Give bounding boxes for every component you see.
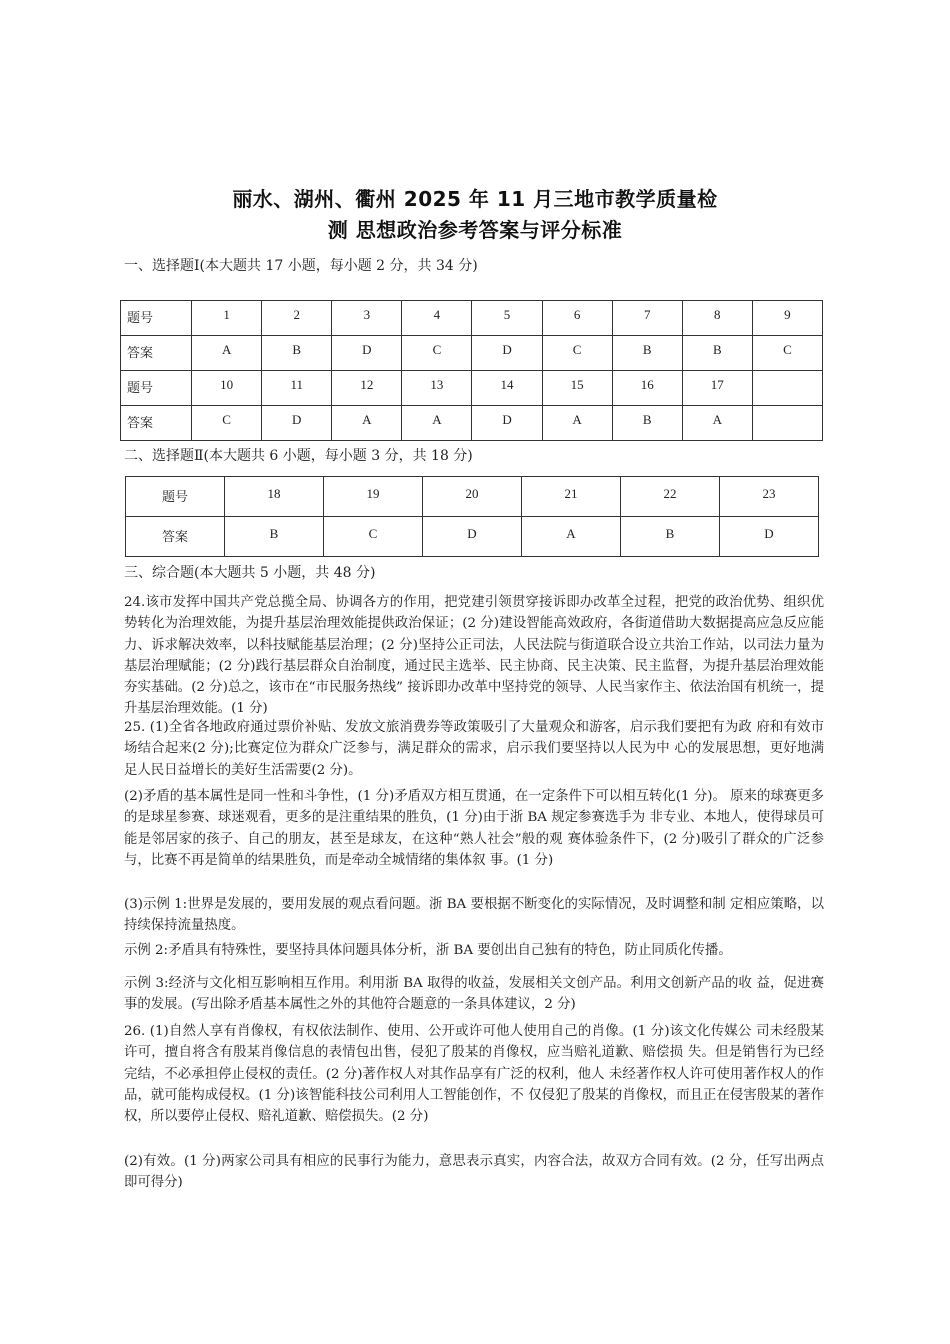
question-number: 14 (472, 371, 542, 406)
table-row-numbers (126, 477, 819, 517)
question-number: 22 (621, 477, 720, 517)
answer-cell: A (402, 406, 472, 441)
table-row-answers (121, 406, 823, 441)
answer-cell: B (262, 336, 332, 371)
question-number: 8 (682, 301, 752, 336)
row-label: 题号 (121, 371, 192, 406)
question-number: 7 (612, 301, 682, 336)
row-label: 答案 (121, 336, 192, 371)
page-title-line2: 测 思想政治参考答案与评分标准 (327, 218, 623, 242)
answer-cell: C (192, 406, 262, 441)
answer-cell: D (472, 406, 542, 441)
question-number: 6 (542, 301, 612, 336)
answer-q25-part3-example3: 示例 3:经济与文化相互影响相互作用。利用浙 BA 取得的收益，发展相关文创产品。利用文创新产品的收 益，促进赛事的发展。(写出除矛盾基本属性之外的其他符合题意的一条具体建议，2 分) (124, 976, 824, 1013)
answer-cell: C (542, 336, 612, 371)
table-row-numbers (121, 301, 823, 336)
answer-cell: C (402, 336, 472, 371)
section1-answer-table (120, 300, 823, 441)
page-title-line1: 丽水、湖州、衢州 2025 年 11 月三地市教学质量检 (232, 187, 718, 211)
answer-cell: D (262, 406, 332, 441)
answer-cell: D (423, 517, 522, 557)
row-label: 答案 (121, 406, 192, 441)
answer-cell: D (472, 336, 542, 371)
answer-cell: B (612, 406, 682, 441)
answer-q26-part1: 26. (1)自然人享有肖像权，有权依法制作、使用、公开或许可他人使用自己的肖像。(1 分)该文化传媒公 司未经殷某许可，擅自将含有殷某肖像信息的表情包出售，侵犯了殷某的肖像权，应当赔礼道歉、赔偿损 失。但是销售行为已经完结，不必承担停止侵权的责任。(2 分)著作权人对其作品享有广泛的权利，他人 未经著作权人许可使用著作权人的作品，就可能构成侵权。(1 分)该智能科技公司利用人工智能创作，不 仅侵犯了殷某的肖像权，而且正在侵害殷某的著作权，所以要停止侵权、赔礼道歉、赔偿损失。(2 分) (124, 1024, 824, 1125)
section1-heading: 一、选择题Ⅰ(本大题共 17 小题，每小题 2 分，共 34 分) (124, 258, 478, 274)
answer-cell: A (332, 406, 402, 441)
answer-cell: A (682, 406, 752, 441)
question-number: 19 (324, 477, 423, 517)
answer-cell: B (225, 517, 324, 557)
question-number: 9 (752, 301, 822, 336)
question-number: 12 (332, 371, 402, 406)
answer-q25-part1: 25. (1)全省各地政府通过票价补贴、发放文旅消费券等政策吸引了大量观众和游客，启示我们要把有为政 府和有效市场结合起来(2 分);比赛定位为群众广泛参与，满足群众的需求，启示我们要坚持以人民为中 心的发展思想，更好地满足人民日益增长的美好生活需要(2 分)。 (124, 720, 824, 778)
answer-cell: C (324, 517, 423, 557)
answer-cell: A (192, 336, 262, 371)
answer-cell: D (332, 336, 402, 371)
answer-q26-part2: (2)有效。(1 分)两家公司具有相应的民事行为能力，意思表示真实，内容合法，故双方合同有效。(2 分，任写出两点即可得分) (124, 1154, 824, 1191)
section2-answer-table (125, 476, 819, 557)
answer-cell: C (752, 336, 822, 371)
answer-cell: B (621, 517, 720, 557)
question-number: 16 (612, 371, 682, 406)
question-number: 21 (522, 477, 621, 517)
question-number: 23 (720, 477, 819, 517)
table-row-answers (126, 517, 819, 557)
answer-cell: B (682, 336, 752, 371)
question-number: 3 (332, 301, 402, 336)
question-number: 4 (402, 301, 472, 336)
answer-cell: A (522, 517, 621, 557)
question-number: 15 (542, 371, 612, 406)
question-number: 5 (472, 301, 542, 336)
question-number: 13 (402, 371, 472, 406)
row-label: 题号 (126, 477, 225, 517)
answer-cell: B (612, 336, 682, 371)
question-number: 10 (192, 371, 262, 406)
question-number (752, 371, 822, 406)
answer-cell (752, 406, 822, 441)
answer-q25-part3-example2: 示例 2:矛盾具有特殊性，要坚持具体问题具体分析，浙 BA 要创出自己独有的特色，防止同质化传播。 (124, 943, 732, 958)
table-row-numbers (121, 371, 823, 406)
answer-cell: D (720, 517, 819, 557)
section3-heading: 三、综合题(本大题共 5 小题，共 48 分) (124, 565, 376, 581)
answer-cell: A (542, 406, 612, 441)
row-label: 题号 (121, 301, 192, 336)
row-label: 答案 (126, 517, 225, 557)
answer-q25-part2: (2)矛盾的基本属性是同一性和斗争性，(1 分)矛盾双方相互贯通，在一定条件下可以相互转化(1 分)。 原来的球赛更多的是球星参赛、球迷观看，更多的是注重结果的胜负，(1 分)由于浙 BA 规定参赛选手为 非专业、本地人，使得球员可能是邻居家的孩子、自己的朋友，甚至是球友，在这种“熟人社会”般的观 赛体验条件下，(2 分)吸引了群众的广泛参与，比赛不再是简单的结果胜负，而是牵动全城情绪的集体叙 事。(1 分) (124, 789, 824, 868)
question-number: 11 (262, 371, 332, 406)
answer-q24: 24.该市发挥中国共产党总揽全局、协调各方的作用，把党建引领贯穿接诉即办改革全过程，把党的政治优势、组织优势转化为治理效能，为提升基层治理效能提供政治保证；(2 分)建设智能高效政府，各街道借助大数据提高应急反应能力、诉求解决效率，以科技赋能基层治理；(2 分)坚持公正司法，人民法院与街道联合设立共治工作站，以司法力量为基层治理赋能；(2 分)践行基层群众自治制度，通过民主选举、民主协商、民主决策、民主监督，为提升基层治理效能夯实基础。(2 分)总之，该市在“市民服务热线” 接诉即办改革中坚持党的领导、人民当家作主、依法治国有机统一，提升基层治理效能。(1 分) (124, 595, 824, 717)
section2-heading: 二、选择题Ⅱ(本大题共 6 小题，每小题 3 分，共 18 分) (124, 448, 473, 464)
question-number: 18 (225, 477, 324, 517)
answer-q25-part3-example1: (3)示例 1:世界是发展的，要用发展的观点看问题。浙 BA 要根据不断变化的实际情况，及时调整和制 定相应策略，以持续保持流量热度。 (124, 897, 824, 934)
question-number: 2 (262, 301, 332, 336)
question-number: 20 (423, 477, 522, 517)
question-number: 1 (192, 301, 262, 336)
question-number: 17 (682, 371, 752, 406)
table-row-answers (121, 336, 823, 371)
